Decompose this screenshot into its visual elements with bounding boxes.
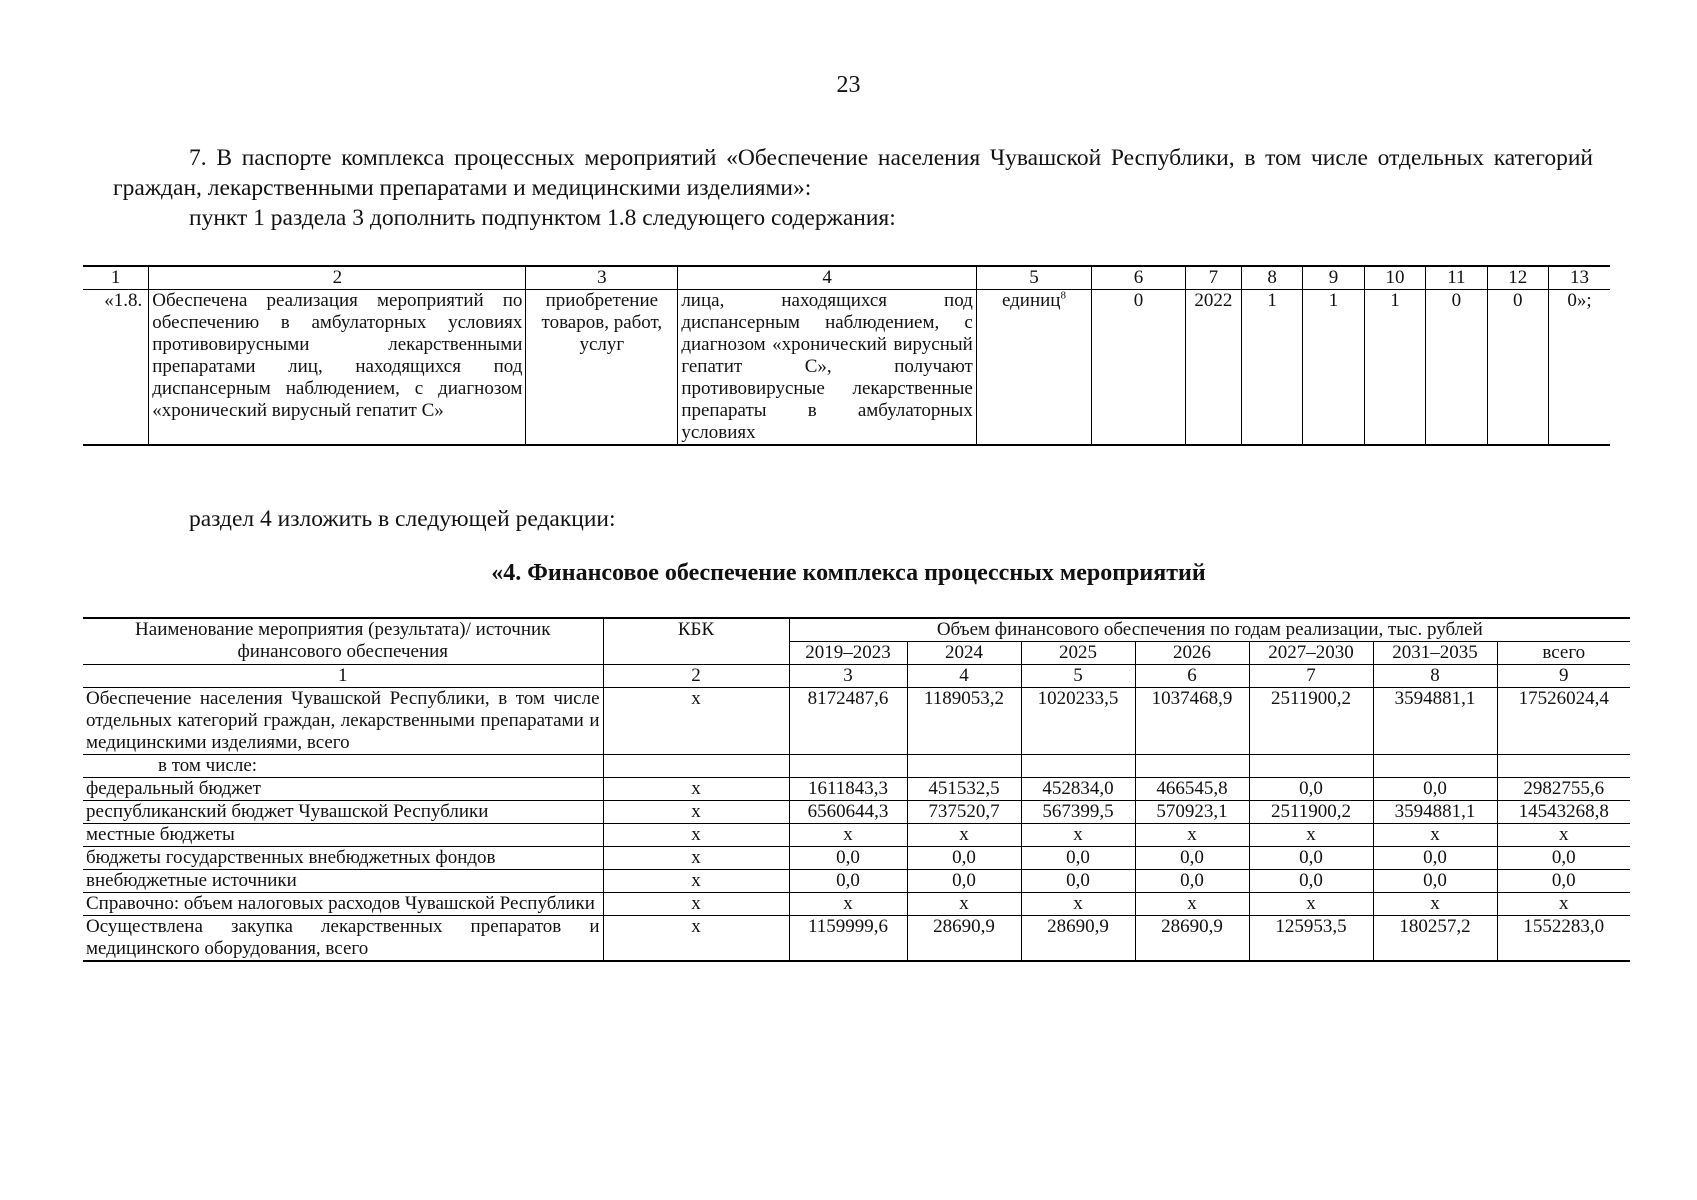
- row-name: Справочно: объем налоговых расходов Чувашской Республики: [83, 893, 603, 916]
- row-name: федеральный бюджет: [83, 778, 603, 801]
- value-cell: 0,0: [1249, 778, 1373, 801]
- table1-header-cell: 8: [1241, 266, 1302, 290]
- row-name: республиканский бюджет Чувашской Республики: [83, 801, 603, 824]
- column-number: 2: [603, 665, 789, 688]
- table-row: [83, 801, 1630, 824]
- value-cell: 0,0: [1249, 870, 1373, 893]
- value-cell: x: [1021, 824, 1135, 847]
- item-cell: 1: [1364, 290, 1425, 446]
- value-cell: 0,0: [907, 847, 1021, 870]
- value-cell: 0,0: [789, 870, 907, 893]
- value-cell: [1135, 755, 1249, 778]
- value-cell: 1159999,6: [789, 916, 907, 962]
- value-cell: x: [1249, 824, 1373, 847]
- table1-header-cell: 6: [1092, 266, 1186, 290]
- value-cell: 0,0: [1249, 847, 1373, 870]
- value-cell: 0,0: [1497, 870, 1630, 893]
- section-heading: «4. Финансовое обеспечение комплекса процессных мероприятий: [491, 560, 1206, 586]
- section-instruction: раздел 4 изложить в следующей редакции:: [189, 506, 616, 532]
- value-cell: 3594881,1: [1373, 801, 1497, 824]
- value-cell: x: [1373, 893, 1497, 916]
- value-cell: 452834,0: [1021, 778, 1135, 801]
- table1-header-cell: 3: [526, 266, 678, 290]
- table-row: [83, 893, 1630, 916]
- amendment-paragraph: 7. В паспорте комплекса процессных мероприятий «Обеспечение населения Чувашской Республики, в том числе отдельных категорий граждан, лекарственными препаратами и медицинскими изделиями»:: [113, 145, 1593, 201]
- table1-header-cell: 9: [1303, 266, 1364, 290]
- item-cell: 1: [1241, 290, 1302, 446]
- row-name: в том числе:: [83, 755, 603, 778]
- row-kbk: x: [603, 801, 789, 824]
- value-cell: x: [789, 893, 907, 916]
- value-cell: 0,0: [1497, 847, 1630, 870]
- value-cell: 1037468,9: [1135, 688, 1249, 755]
- value-cell: 8172487,6: [789, 688, 907, 755]
- subitem-table: [83, 265, 1610, 446]
- value-cell: 451532,5: [907, 778, 1021, 801]
- item-description: Обеспечена реализация мероприятий по обеспечению в амбулаторных условиях противовирусными лекарственными препаратами лиц, находящихся под диспансерным наблюдением, с диагнозом «хронический вирусный гепатит C»: [149, 290, 526, 446]
- year-header: 2031–2035: [1373, 642, 1497, 665]
- item-unit: единиц$^8$: [976, 290, 1091, 446]
- table1-header-cell: 11: [1426, 266, 1487, 290]
- table1-header-row: [83, 266, 1610, 290]
- year-header: 2026: [1135, 642, 1249, 665]
- value-cell: x: [1497, 893, 1630, 916]
- value-cell: 737520,7: [907, 801, 1021, 824]
- item-cell: 0: [1426, 290, 1487, 446]
- table-row: [83, 688, 1630, 755]
- table-row: [83, 847, 1630, 870]
- value-cell: 14543268,8: [1497, 801, 1630, 824]
- value-cell: x: [907, 893, 1021, 916]
- value-cell: 17526024,4: [1497, 688, 1630, 755]
- value-cell: 1552283,0: [1497, 916, 1630, 962]
- table-row: [83, 778, 1630, 801]
- value-cell: 0,0: [1373, 870, 1497, 893]
- financing-table: [83, 617, 1630, 962]
- value-cell: x: [1497, 824, 1630, 847]
- value-cell: 1189053,2: [907, 688, 1021, 755]
- item-cell: 2022: [1185, 290, 1241, 446]
- year-header: всего: [1497, 642, 1630, 665]
- table-row: [83, 824, 1630, 847]
- column-number: 5: [1021, 665, 1135, 688]
- value-cell: 3594881,1: [1373, 688, 1497, 755]
- table-row: [83, 916, 1630, 962]
- value-cell: 0,0: [1135, 870, 1249, 893]
- value-cell: 0,0: [1021, 847, 1135, 870]
- table2-header-row: [83, 618, 1630, 642]
- column-number: 1: [83, 665, 603, 688]
- value-cell: 0,0: [1021, 870, 1135, 893]
- value-cell: 180257,2: [1373, 916, 1497, 962]
- value-cell: x: [789, 824, 907, 847]
- row-name: бюджеты государственных внебюджетных фондов: [83, 847, 603, 870]
- value-cell: 0,0: [1373, 778, 1497, 801]
- value-cell: 125953,5: [1249, 916, 1373, 962]
- table1-header-cell: 13: [1549, 266, 1610, 290]
- value-cell: 28690,9: [1135, 916, 1249, 962]
- value-cell: [1497, 755, 1630, 778]
- row-name: Обеспечение населения Чувашской Республики, в том числе отдельных категорий граждан, лекарственными препаратами и медицинскими изделиями, всего: [83, 688, 603, 755]
- page-number: 23: [836, 72, 861, 98]
- table1-header-cell: 4: [678, 266, 977, 290]
- value-cell: x: [1373, 824, 1497, 847]
- table-row: [83, 870, 1630, 893]
- value-cell: 28690,9: [1021, 916, 1135, 962]
- column-number: 6: [1135, 665, 1249, 688]
- value-cell: 2511900,2: [1249, 688, 1373, 755]
- table1-header-cell: 10: [1364, 266, 1425, 290]
- column-number: 3: [789, 665, 907, 688]
- value-cell: [1249, 755, 1373, 778]
- value-cell: [789, 755, 907, 778]
- value-cell: [1373, 755, 1497, 778]
- header-kbk: КБК: [603, 618, 789, 665]
- year-header: 2027–2030: [1249, 642, 1373, 665]
- table1-header-cell: 1: [83, 266, 149, 290]
- value-cell: 28690,9: [907, 916, 1021, 962]
- value-cell: x: [907, 824, 1021, 847]
- table1-data-row: [83, 290, 1610, 446]
- item-cell: 0»;: [1549, 290, 1610, 446]
- table1-header-cell: 12: [1487, 266, 1548, 290]
- value-cell: x: [1249, 893, 1373, 916]
- item-cell: 0: [1487, 290, 1548, 446]
- value-cell: 2511900,2: [1249, 801, 1373, 824]
- value-cell: 466545,8: [1135, 778, 1249, 801]
- value-cell: x: [1135, 893, 1249, 916]
- item-number: «1.8.: [83, 290, 149, 446]
- column-number: 4: [907, 665, 1021, 688]
- value-cell: 2982755,6: [1497, 778, 1630, 801]
- footnote-mark: 8: [1060, 289, 1066, 302]
- row-kbk: [603, 755, 789, 778]
- value-cell: 570923,1: [1135, 801, 1249, 824]
- item-characteristic: лица, находящихся под диспансерным наблюдением, с диагнозом «хронический вирусный гепатит C», получают противовирусные лекарственные препараты в амбулаторных условиях: [678, 290, 977, 446]
- amendment-subparagraph: пункт 1 раздела 3 дополнить подпунктом 1.8 следующего содержания:: [189, 205, 896, 231]
- table1-header-cell: 5: [976, 266, 1091, 290]
- item-cell: 0: [1092, 290, 1186, 446]
- column-number: 7: [1249, 665, 1373, 688]
- item-type: приобретение товаров, работ, услуг: [526, 290, 678, 446]
- row-kbk: x: [603, 916, 789, 962]
- row-kbk: x: [603, 893, 789, 916]
- table-row: [83, 755, 1630, 778]
- year-header: 2019–2023: [789, 642, 907, 665]
- header-name: Наименование мероприятия (результата)/ источник финансового обеспечения: [83, 618, 603, 665]
- row-name: местные бюджеты: [83, 824, 603, 847]
- value-cell: x: [1135, 824, 1249, 847]
- table2-colnum-row: [83, 665, 1630, 688]
- year-header: 2024: [907, 642, 1021, 665]
- table1-header-cell: 2: [149, 266, 526, 290]
- value-cell: 0,0: [1135, 847, 1249, 870]
- table1-header-cell: 7: [1185, 266, 1241, 290]
- row-kbk: x: [603, 824, 789, 847]
- row-kbk: x: [603, 847, 789, 870]
- row-kbk: x: [603, 688, 789, 755]
- column-number: 9: [1497, 665, 1630, 688]
- value-cell: [1021, 755, 1135, 778]
- value-cell: 0,0: [1373, 847, 1497, 870]
- column-number: 8: [1373, 665, 1497, 688]
- header-volume: Объем финансового обеспечения по годам реализации, тыс. рублей: [789, 618, 1630, 642]
- row-name: внебюджетные источники: [83, 870, 603, 893]
- value-cell: 0,0: [789, 847, 907, 870]
- value-cell: 0,0: [907, 870, 1021, 893]
- value-cell: [907, 755, 1021, 778]
- value-cell: 1020233,5: [1021, 688, 1135, 755]
- value-cell: x: [1021, 893, 1135, 916]
- item-cell: 1: [1303, 290, 1364, 446]
- row-name: Осуществлена закупка лекарственных препаратов и медицинского оборудования, всего: [83, 916, 603, 962]
- row-kbk: x: [603, 778, 789, 801]
- value-cell: 1611843,3: [789, 778, 907, 801]
- value-cell: 6560644,3: [789, 801, 907, 824]
- year-header: 2025: [1021, 642, 1135, 665]
- row-kbk: x: [603, 870, 789, 893]
- value-cell: 567399,5: [1021, 801, 1135, 824]
